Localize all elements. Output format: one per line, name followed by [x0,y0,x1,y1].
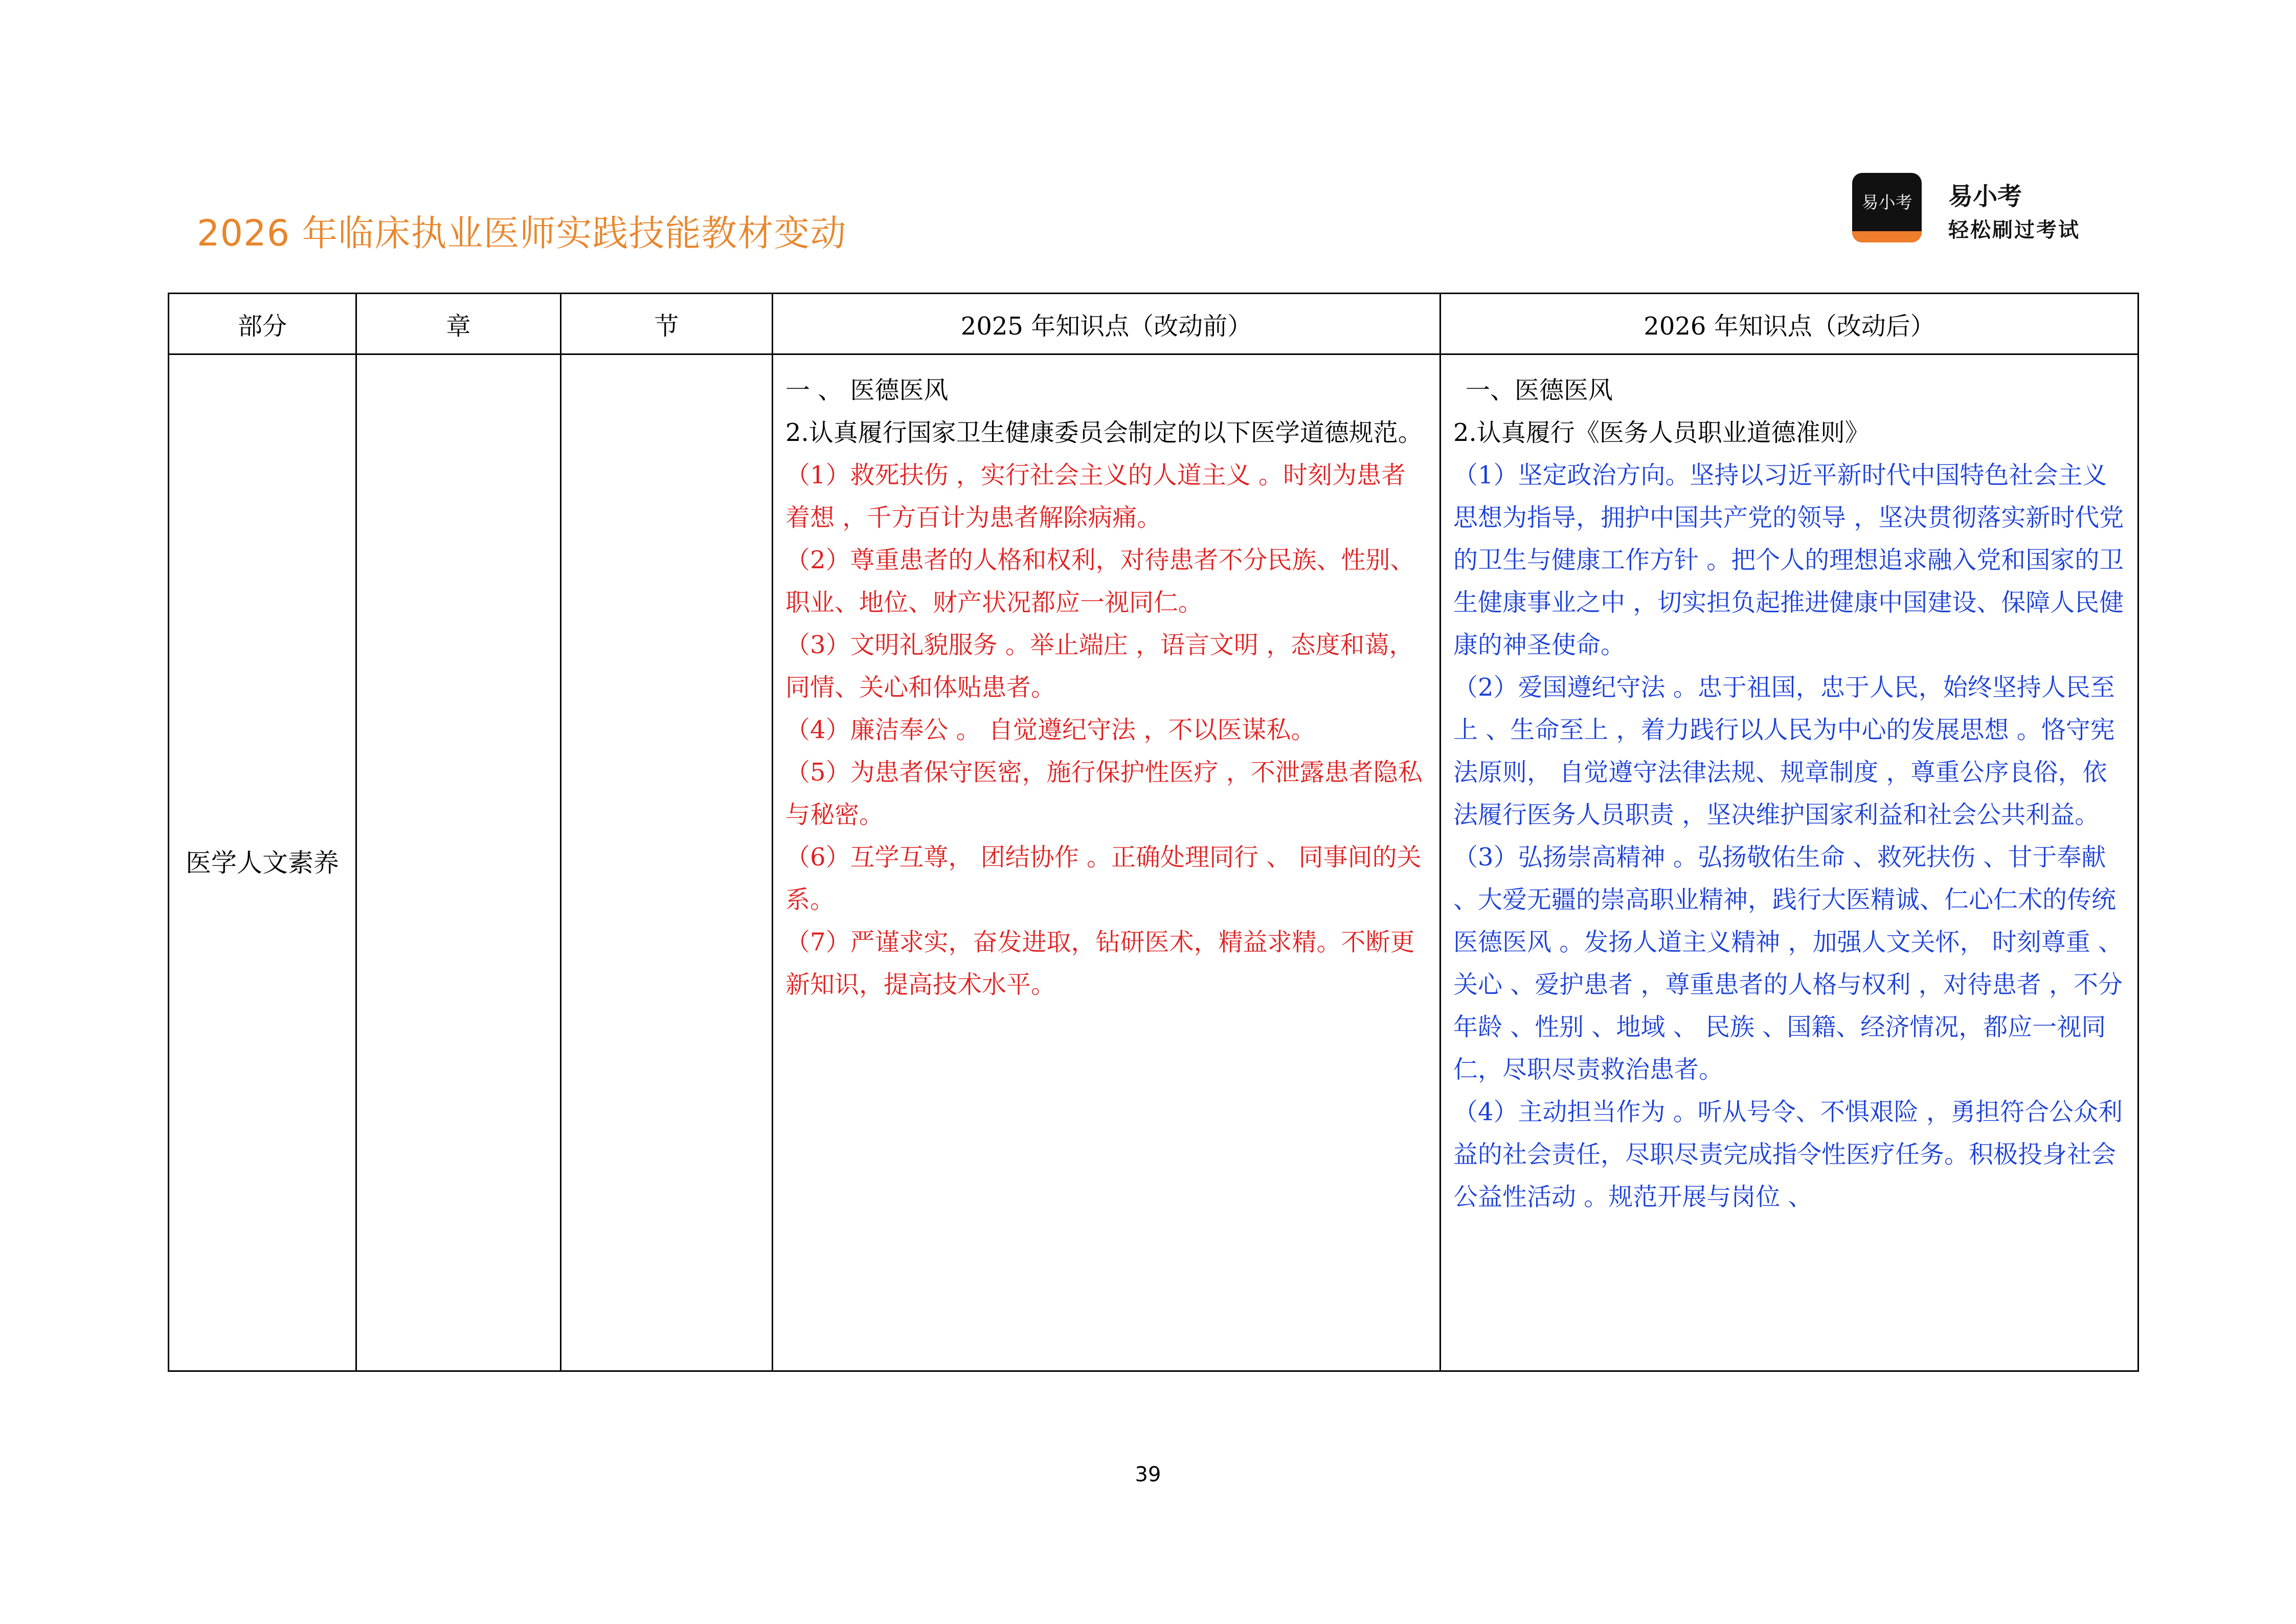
brand-name: 易小考 [1948,182,2022,211]
after-item: （2）爱国遵纪守法 。忠于祖国，忠于人民，始终坚持人民至上 、生命至上 ，着力践行以人民为中心的发展思想 。恪守宪法原则， 自觉遵守法律法规、规章制度 ，尊重公序良俗，依法履行医务人员职责 ，坚决维护国家利益和社会公共利益。 [1453,673,2115,829]
logo-text: 易小考 [1861,192,1912,212]
after-intro: 2.认真履行《医务人员职业道德准则》 [1453,418,1870,447]
logo-accent-bar [1852,231,1922,242]
section-cell [561,354,773,1371]
table-header-row [169,294,2139,354]
before-intro: 2.认真履行国家卫生健康委员会制定的以下医学道德规范。 [785,418,1423,447]
before-item: （2）尊重患者的人格和权利，对待患者不分民族、性别、职业、地位、财产状况都应一视同仁。 [785,546,1415,617]
after-cell [1440,354,2139,1371]
part-cell: 医学人文素养 [169,354,356,1371]
before-item: （7）严谨求实，奋发进取，钻研医术，精益求精。不断更新知识，提高技术水平。 [785,928,1415,999]
after-item: （4）主动担当作为 。听从号令、不惧艰险 ，勇担符合公众利益的社会责任，尽职尽责完成指令性医疗任务。积极投身社会公益性活动 。规范开展与岗位 、 [1453,1098,2123,1211]
before-cell [773,354,1440,1371]
before-item: （6）互学互尊， 团结协作 。正确处理同行 、 同事间的关系。 [785,843,1422,914]
after-item: （1）坚定政治方向。坚持以习近平新时代中国特色社会主义思想为指导，拥护中国共产党的领导 ，坚决贯彻落实新时代党的卫生与健康工作方针 。把个人的理想追求融入党和国家的卫生健康事业之中 ，切实担负起推进健康中国建设、保障人民健康的神圣使命。 [1453,461,2124,659]
column-header-after: 2026 年知识点（改动后） [1440,294,2139,354]
table-row [169,354,2139,1371]
column-header-before: 2025 年知识点（改动前） [773,294,1440,354]
before-item: （4）廉洁奉公 。 自觉遵纪守法 ，不以医谋私。 [785,716,1316,744]
chapter-cell [356,354,561,1371]
changes-table [168,293,2139,1372]
after-heading: 一、医德医风 [1466,376,1613,405]
before-item: （5）为患者保守医密，施行保护性医疗 ，不泄露患者隐私与秘密。 [785,758,1423,829]
column-header-section: 节 [561,294,773,354]
before-heading: 一 、 医德医风 [785,376,949,405]
brand-logo [1852,173,1922,242]
after-item: （3）弘扬崇高精神 。弘扬敬佑生命 、救死扶伤 、甘于奉献 、大爱无疆的崇高职业精神，践行大医精诚、仁心仁术的传统医德医风 。发扬人道主义精神 ，加强人文关怀， 时刻尊重 、关心 、爱护患者 ，尊重患者的人格与权利 ，对待患者 ，不分年龄 、性别 、地域 、 民族 、国籍、经济情况，都应一视同仁，尽职尽责救治患者。 [1453,843,2123,1084]
brand-slogan: 轻松刷过考试 [1948,218,2080,242]
page-title: 2026 年临床执业医师实践技能教材变动 [197,212,847,254]
column-header-part: 部分 [169,294,356,354]
column-header-chapter: 章 [356,294,561,354]
before-item: （1）救死扶伤 ，实行社会主义的人道主义 。时刻为患者着想 ，千方百计为患者解除病痛。 [785,461,1406,532]
page-number: 39 [1135,1463,1161,1486]
before-item: （3）文明礼貌服务 。举止端庄 ，语言文明 ，态度和蔼， 同情、关心和体贴患者。 [785,631,1414,702]
